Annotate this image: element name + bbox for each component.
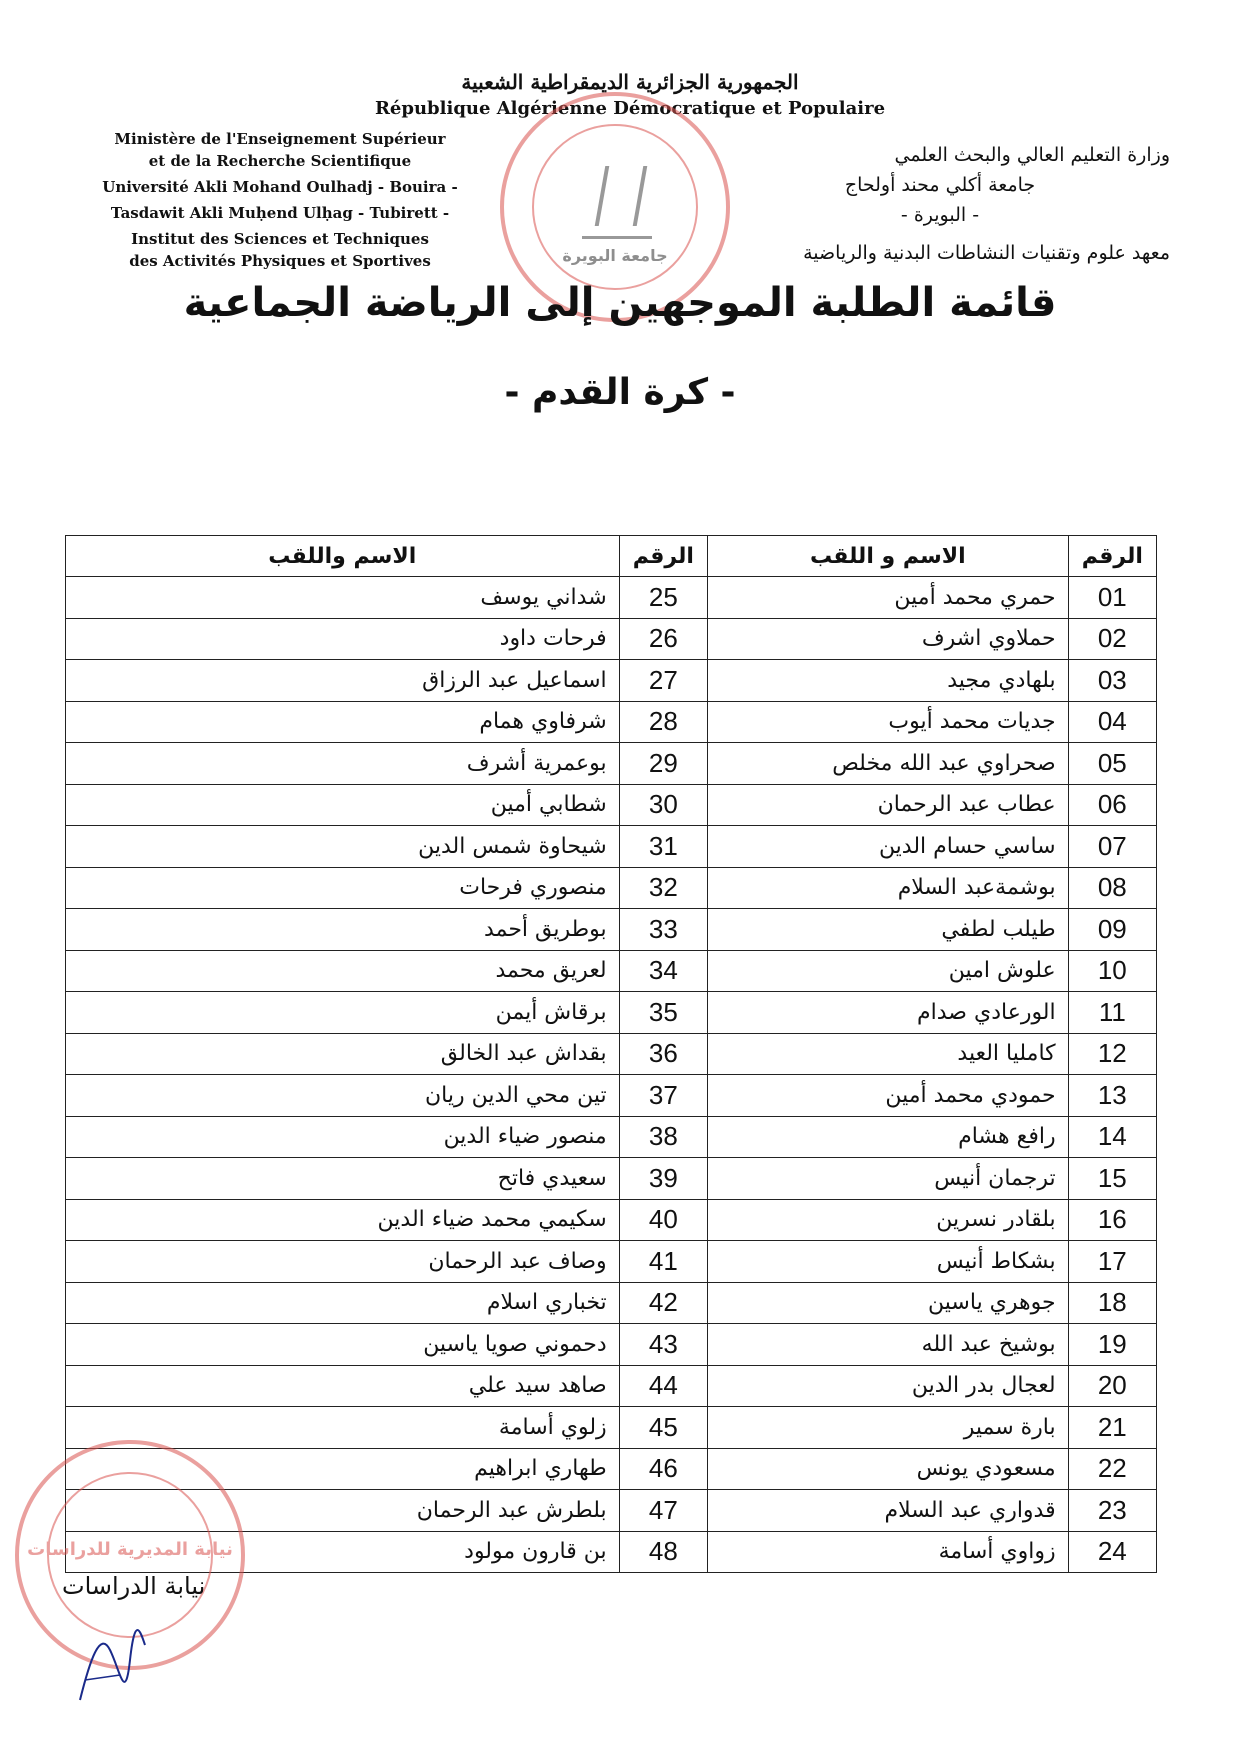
university-logo (582, 166, 652, 239)
table-row (66, 826, 1157, 868)
header-number-left: الرقم (619, 536, 707, 577)
header-number-right: الرقم (1068, 536, 1156, 577)
row-number-right: 21 (1068, 1407, 1156, 1449)
row-number-right: 05 (1068, 743, 1156, 785)
row-number-right: 04 (1068, 701, 1156, 743)
row-number-right: 02 (1068, 618, 1156, 660)
row-name-right: حمري محمد أمين (708, 577, 1069, 619)
row-name-right: بشكاط أنيس (708, 1241, 1069, 1283)
row-name-left: تخباري اسلام (66, 1282, 620, 1324)
table-row (66, 701, 1157, 743)
stamp-bottom-text: نيابة المديرية للدراسات (27, 1539, 233, 1560)
table-row (66, 950, 1157, 992)
row-number-left: 26 (619, 618, 707, 660)
row-name-right: مسعودي يونس (708, 1448, 1069, 1490)
row-number-right: 13 (1068, 1075, 1156, 1117)
row-name-right: طيلب لطفي (708, 909, 1069, 951)
republic-name-fr: République Algérienne Démocratique et Populaire (374, 98, 886, 119)
row-name-right: بوشمةعبد السلام (708, 867, 1069, 909)
signature-mark (70, 1620, 150, 1710)
row-name-left: صاهد سيد علي (66, 1365, 620, 1407)
row-number-left: 40 (619, 1199, 707, 1241)
row-number-left: 48 (619, 1531, 707, 1573)
row-number-left: 32 (619, 867, 707, 909)
table-row (66, 660, 1157, 702)
row-name-left: لعريق محمد (66, 950, 620, 992)
row-name-right: لعجال بدر الدين (708, 1365, 1069, 1407)
row-number-left: 43 (619, 1324, 707, 1366)
institution-fr (70, 128, 490, 272)
row-name-right: بلهادي مجيد (708, 660, 1069, 702)
row-name-right: عطاب عبد الرحمان (708, 784, 1069, 826)
row-number-left: 45 (619, 1407, 707, 1449)
ministry-ar: وزارة التعليم العالي والبحث العلمي (894, 144, 1170, 166)
row-name-left: زلوي أسامة (66, 1407, 620, 1449)
row-name-right: ترجمان أنيس (708, 1158, 1069, 1200)
table-row (66, 1158, 1157, 1200)
row-number-left: 30 (619, 784, 707, 826)
institute-ar: معهد علوم وتقنيات النشاطات البدنية والرياضية (803, 242, 1170, 264)
row-number-right: 17 (1068, 1241, 1156, 1283)
row-name-right: كامليا العيد (708, 1033, 1069, 1075)
row-name-left: برقاش أيمن (66, 992, 620, 1034)
table-row (66, 1365, 1157, 1407)
row-number-right: 09 (1068, 909, 1156, 951)
row-name-left: اسماعيل عبد الرزاق (66, 660, 620, 702)
row-name-left: طهاري ابراهيم (66, 1448, 620, 1490)
row-name-left: سكيمي محمد ضياء الدين (66, 1199, 620, 1241)
city-ar: - البويرة - (900, 204, 980, 226)
row-name-right: علوش امين (708, 950, 1069, 992)
table-row (66, 1241, 1157, 1283)
row-number-right: 10 (1068, 950, 1156, 992)
row-number-right: 12 (1068, 1033, 1156, 1075)
row-number-right: 16 (1068, 1199, 1156, 1241)
university-ar: جامعة أكلي محند أولحاج (844, 174, 1036, 196)
row-number-left: 42 (619, 1282, 707, 1324)
row-name-left: تين محي الدين ريان (66, 1075, 620, 1117)
row-name-left: بقداش عبد الخالق (66, 1033, 620, 1075)
students-table (65, 535, 1157, 1573)
header-name-right: الاسم و اللقب (708, 536, 1069, 577)
table-row (66, 909, 1157, 951)
table-row (66, 1199, 1157, 1241)
row-number-left: 36 (619, 1033, 707, 1075)
row-name-right: حملاوي اشرف (708, 618, 1069, 660)
page-subtitle: - كرة القدم - (504, 372, 736, 413)
row-number-right: 15 (1068, 1158, 1156, 1200)
institute-line-1: Institut des Sciences et Techniques (131, 230, 429, 248)
row-number-right: 19 (1068, 1324, 1156, 1366)
row-number-left: 38 (619, 1116, 707, 1158)
row-number-left: 47 (619, 1490, 707, 1532)
row-number-right: 07 (1068, 826, 1156, 868)
table-row (66, 743, 1157, 785)
table-row (66, 1448, 1157, 1490)
institution-ar (750, 140, 1170, 268)
row-name-right: بلقادر نسرين (708, 1199, 1069, 1241)
row-number-left: 41 (619, 1241, 707, 1283)
row-number-right: 06 (1068, 784, 1156, 826)
stamp-top-text: جامعة البويرة (562, 246, 668, 265)
row-number-left: 37 (619, 1075, 707, 1117)
ministry-line-1: Ministère de l'Enseignement Supérieur (114, 130, 446, 148)
row-number-left: 39 (619, 1158, 707, 1200)
row-number-left: 44 (619, 1365, 707, 1407)
row-number-right: 08 (1068, 867, 1156, 909)
row-number-right: 03 (1068, 660, 1156, 702)
row-name-right: بارة سمير (708, 1407, 1069, 1449)
table-row (66, 867, 1157, 909)
table-row (66, 1282, 1157, 1324)
row-name-left: بلطرش عبد الرحمان (66, 1490, 620, 1532)
row-number-left: 28 (619, 701, 707, 743)
row-name-right: ساسي حسام الدين (708, 826, 1069, 868)
university-line-kabyle: Tasdawit Akli Muḥend Ulḥag - Tubirett - (110, 204, 450, 222)
row-name-left: شداني يوسف (66, 577, 620, 619)
row-number-right: 18 (1068, 1282, 1156, 1324)
page-title: قائمة الطلبة الموجهين إلى الرياضة الجماعية (183, 280, 1057, 326)
row-number-right: 01 (1068, 577, 1156, 619)
row-name-left: شرفاوي همام (66, 701, 620, 743)
row-name-right: الورعادي صدام (708, 992, 1069, 1034)
row-number-left: 33 (619, 909, 707, 951)
row-name-right: قدواري عبد السلام (708, 1490, 1069, 1532)
row-name-left: شيحاوة شمس الدين (66, 826, 620, 868)
row-name-right: زواوي أسامة (708, 1531, 1069, 1573)
row-name-right: بوشيخ عبد الله (708, 1324, 1069, 1366)
institute-line-2: des Activités Physiques et Sportives (129, 252, 431, 270)
row-name-left: بوطريق أحمد (66, 909, 620, 951)
university-line: Université Akli Mohand Oulhadj - Bouira - (102, 178, 458, 196)
table-row (66, 1407, 1157, 1449)
row-number-left: 25 (619, 577, 707, 619)
signature-label: نيابة الدراسات (62, 1572, 206, 1600)
row-number-right: 20 (1068, 1365, 1156, 1407)
row-name-right: حمودي محمد أمين (708, 1075, 1069, 1117)
row-name-left: بوعمرية أشرف (66, 743, 620, 785)
row-name-right: صحراوي عبد الله مخلص (708, 743, 1069, 785)
row-name-left: سعيدي فاتح (66, 1158, 620, 1200)
row-number-right: 23 (1068, 1490, 1156, 1532)
header-name-left: الاسم واللقب (66, 536, 620, 577)
table-row (66, 1033, 1157, 1075)
row-number-right: 24 (1068, 1531, 1156, 1573)
row-name-right: جوهري ياسين (708, 1282, 1069, 1324)
row-name-left: بن قارون مولود (66, 1531, 620, 1573)
row-number-left: 46 (619, 1448, 707, 1490)
table-row (66, 1075, 1157, 1117)
row-number-left: 34 (619, 950, 707, 992)
row-name-left: شطابي أمين (66, 784, 620, 826)
table-row (66, 1116, 1157, 1158)
table-body (66, 577, 1157, 1573)
table-row (66, 992, 1157, 1034)
row-name-left: دحموني صويا ياسين (66, 1324, 620, 1366)
row-number-left: 29 (619, 743, 707, 785)
table-row (66, 577, 1157, 619)
row-number-left: 31 (619, 826, 707, 868)
row-number-left: 35 (619, 992, 707, 1034)
ministry-line-2: et de la Recherche Scientifique (148, 152, 412, 170)
row-number-right: 22 (1068, 1448, 1156, 1490)
table-header-row (66, 536, 1157, 577)
table-row (66, 618, 1157, 660)
row-name-left: منصوري فرحات (66, 867, 620, 909)
row-name-left: فرحات داود (66, 618, 620, 660)
row-number-left: 27 (619, 660, 707, 702)
row-number-right: 14 (1068, 1116, 1156, 1158)
row-name-left: منصور ضياء الدين (66, 1116, 620, 1158)
row-name-left: وصاف عبد الرحمان (66, 1241, 620, 1283)
republic-name-ar: الجمهورية الجزائرية الديمقراطية الشعبية (461, 70, 799, 94)
table-row (66, 1324, 1157, 1366)
row-name-right: جديات محمد أيوب (708, 701, 1069, 743)
row-name-right: رافع هشام (708, 1116, 1069, 1158)
table-row (66, 784, 1157, 826)
row-number-right: 11 (1068, 992, 1156, 1034)
